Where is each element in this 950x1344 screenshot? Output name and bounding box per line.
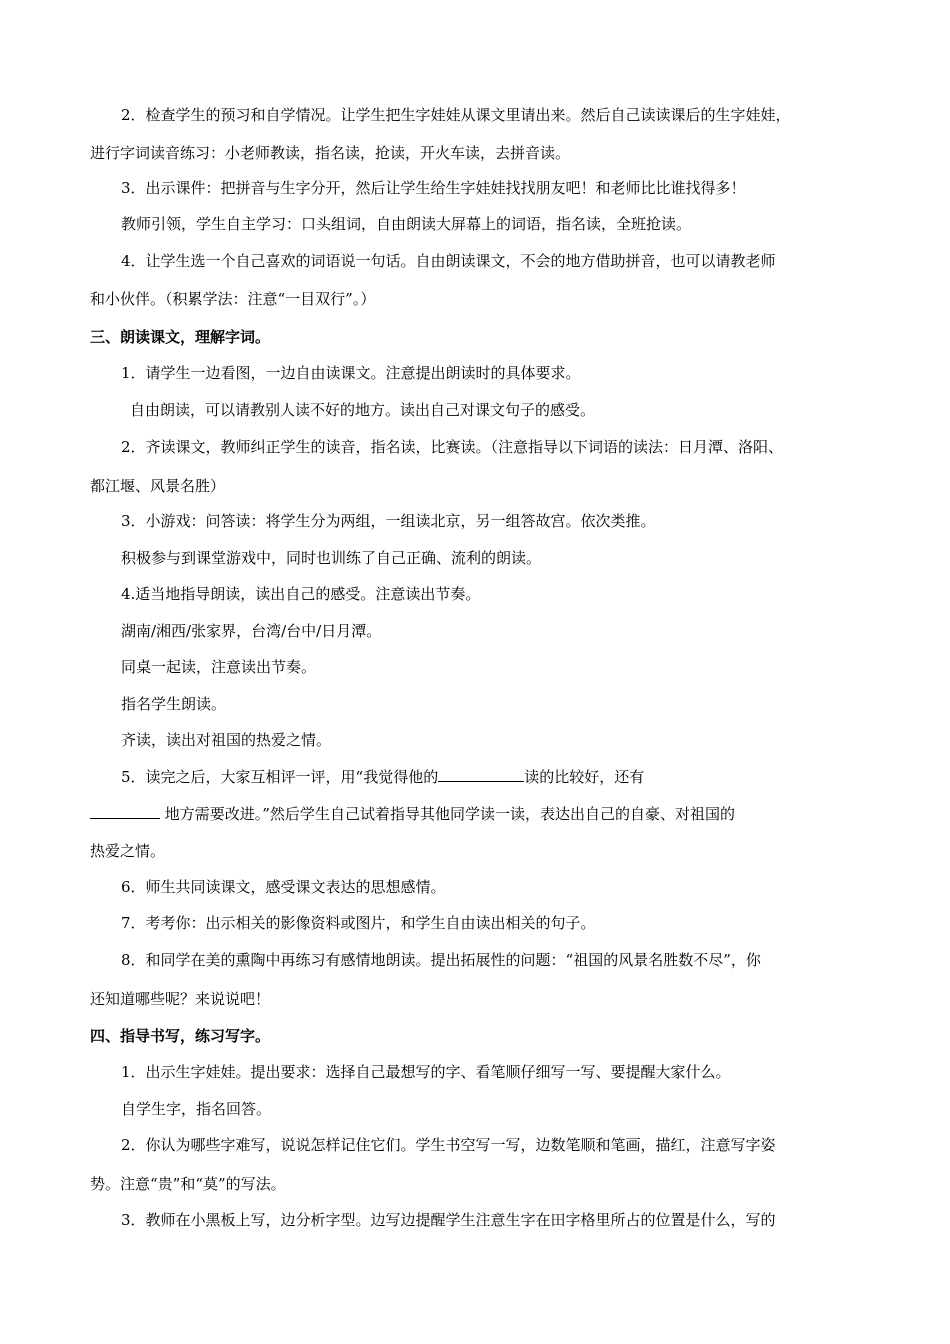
text-line: 3．出示课件：把拼音与生字分开，然后让学生给生字娃娃找找朋友吧！和老师比比谁找得多！	[121, 179, 746, 197]
text-line: 1．请学生一边看图，一边自由读课文。注意提出朗读时的具体要求。	[121, 364, 581, 382]
text-line: 势。注意“贵”和“莫”的写法。	[90, 1175, 286, 1193]
section-heading: 四、指导书写，练习写字。	[90, 1027, 271, 1045]
text-line: 3．教师在小黑板上写，边分析字型。边写边提醒学生注意生字在田字格里所占的位置是什么，写的	[121, 1211, 776, 1229]
text-line: 热爱之情。	[90, 842, 166, 860]
text-line: 教师引领，学生自主学习：口头组词，自由朗读大屏幕上的词语，指名读，全班抢读。	[121, 215, 692, 233]
text-line: 和小伙伴。（积累学法：注意“一目双行”。）	[90, 290, 376, 308]
text-line: 积极参与到课堂游戏中，同时也训练了自己正确、流利的朗读。	[121, 549, 542, 567]
text-line: 湖南/湘西/张家界，台湾/台中/日月潭。	[121, 622, 382, 640]
text-line: 3．小游戏：问答读：将学生分为两组，一组读北京，另一组答故宫。依次类推。	[121, 512, 656, 530]
text-line: 4．让学生选一个自己喜欢的词语说一句话。自由朗读课文，不会的地方借助拼音，也可以请教老师	[121, 252, 776, 270]
text-line: 进行字词读音练习：小老师教读，指名读，抢读，开火车读，去拼音读。	[90, 144, 571, 162]
fill-blank	[90, 803, 160, 819]
text-line: 6．师生共同读课文，感受课文表达的思想感情。	[121, 878, 446, 896]
fill-blank	[438, 766, 524, 782]
text-line-with-blank	[121, 766, 644, 787]
text-line: 都江堰、风景名胜）	[90, 477, 226, 495]
text-line: 同桌一起读，注意读出节奏。	[121, 658, 317, 676]
text-line: 2．检查学生的预习和自学情况。让学生把生字娃娃从课文里请出来。然后自己读读课后的生字娃娃，	[121, 106, 791, 124]
text-segment: 5．读完之后，大家互相评一评，用“我觉得他的	[121, 768, 439, 786]
section-heading: 三、朗读课文，理解字词。	[90, 328, 271, 346]
text-line: 2．你认为哪些字难写，说说怎样记住它们。学生书空写一写，边数笔顺和笔画，描红，注意写字姿	[121, 1136, 776, 1154]
text-line: 还知道哪些呢？来说说吧！	[90, 990, 271, 1008]
text-segment: 地方需要改进。”然后学生自己试着指导其他同学读一读，表达出自己的自豪、对祖国的	[160, 805, 735, 823]
text-line: 指名学生朗读。	[121, 695, 227, 713]
text-line: 4.适当地指导朗读，读出自己的感受。注意读出节奏。	[121, 585, 481, 603]
text-line: 齐读，读出对祖国的热爱之情。	[121, 731, 332, 749]
text-segment: 读的比较好，还有	[524, 768, 645, 786]
text-line: 1．出示生字娃娃。提出要求：选择自己最想写的字、看笔顺仔细写一写、要提醒大家什么。	[121, 1063, 731, 1081]
text-line-with-blank	[90, 803, 735, 824]
text-line: 自由朗读，可以请教别人读不好的地方。读出自己对课文句子的感受。	[130, 401, 596, 419]
text-line: 2．齐读课文，教师纠正学生的读音，指名读，比赛读。（注意指导以下词语的读法：日月潭、洛阳、	[121, 438, 784, 456]
text-line: 8．和同学在美的熏陶中再练习有感情地朗读。提出拓展性的问题：“祖国的风景名胜数不尽”，你	[121, 951, 761, 969]
text-line: 自学生字，指名回答。	[121, 1100, 272, 1118]
text-line: 7．考考你：出示相关的影像资料或图片，和学生自由读出相关的句子。	[121, 914, 596, 932]
